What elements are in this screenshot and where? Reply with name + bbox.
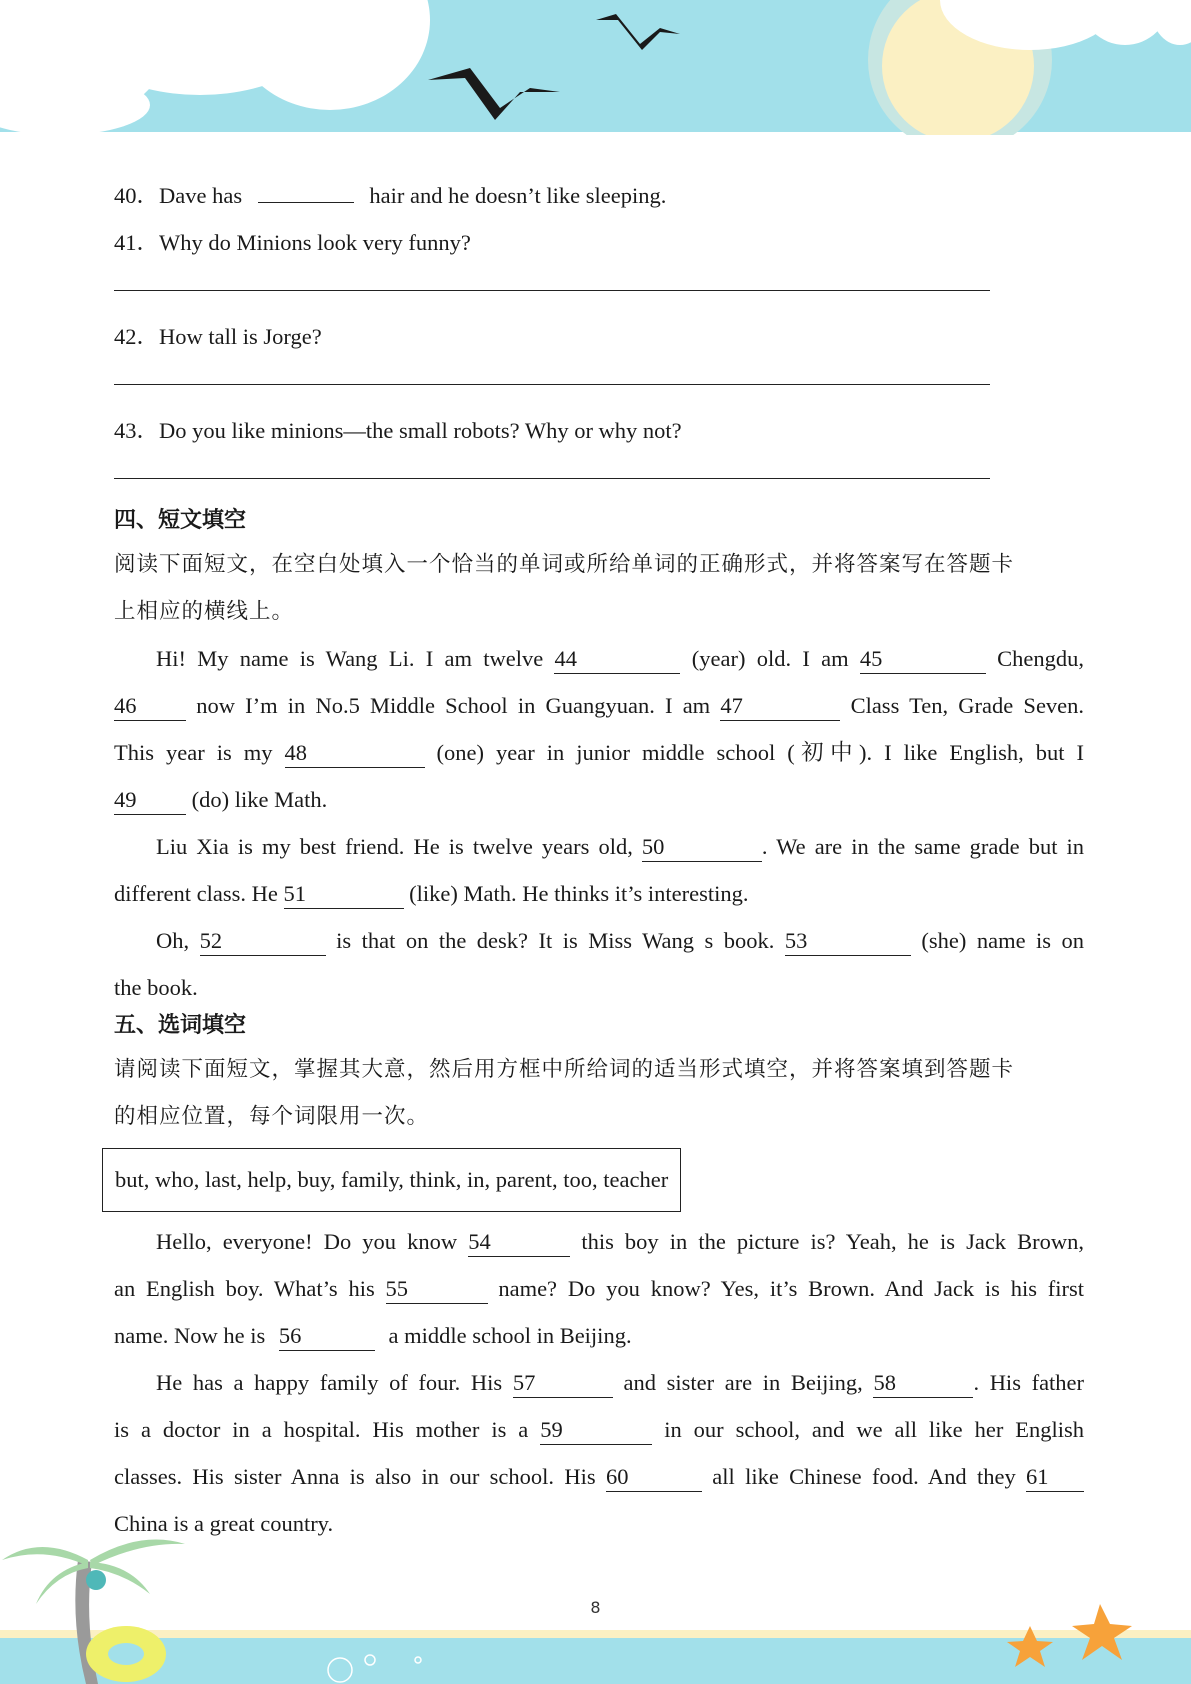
blank-51[interactable]: 51 [284,880,404,909]
blank-59[interactable]: 59 [540,1416,652,1445]
blank-57[interactable]: 57 [513,1369,613,1398]
passage-5-line-2: an English boy. What’s his 55 name? Do you know? Yes, it’s Brown. And Jack is his first [114,1265,1084,1312]
question-41: 41．Why do Minions look very funny? [114,230,471,255]
question-42: 42．How tall is Jorge? [114,324,322,349]
blank-48[interactable]: 48 [285,739,425,768]
passage-4-line-2: 46 now I’m in No.5 Middle School in Guangyuan. I am 47 Class Ten, Grade Seven. [114,682,1084,729]
passage-5-line-3: name. Now he is 56 a middle school in Beijing. [114,1312,1084,1359]
question-40: 40．Dave has hair and he doesn’t like sleeping. [114,183,667,208]
swim-ring-icon [86,1626,166,1682]
section-4-heading: 四、短文填空 [114,508,247,533]
section-4-instruction-cont: 上相应的横线上。 [114,599,295,624]
passage-4-line-3: This year is my 48 (one) year in junior middle school (初中). I like English, but I [114,729,1084,776]
section-5-instruction: 请阅读下面短文，掌握其大意，然后用方框中所给词的适当形式填空，并将答案填到答题卡 [114,1057,1015,1082]
section-4-instruction: 阅读下面短文，在空白处填入一个恰当的单词或所给单词的正确形式，并将答案写在答题卡 [114,552,1015,577]
blank-54[interactable]: 54 [468,1228,570,1257]
blank-52[interactable]: 52 [200,927,326,956]
blank-53[interactable]: 53 [785,927,911,956]
blank-50[interactable]: 50 [642,833,762,862]
passage-5-line-5: is a doctor in a hospital. His mother is a 59 in our school, and we all like her English [114,1406,1084,1453]
blank-44[interactable]: 44 [554,645,680,674]
coconut-icon [86,1570,106,1590]
header-sky-illustration [0,0,1191,135]
word-box [114,1140,1084,1218]
passage-5-line-1: Hello, everyone! Do you know 54 this boy in the picture is? Yeah, he is Jack Brown, [114,1218,1084,1265]
worksheet-content [114,172,1084,1547]
answer-blank-40[interactable] [258,202,354,203]
blank-55[interactable]: 55 [386,1275,488,1304]
answer-line-41[interactable] [114,266,1084,313]
answer-line-43[interactable] [114,454,1084,501]
passage-5-line-7: China is a great country. [114,1511,334,1536]
blank-61[interactable]: 61 [1026,1463,1084,1492]
blank-56[interactable]: 56 [279,1322,375,1351]
passage-4-line-8: the book. [114,975,198,1000]
blank-49[interactable]: 49 [114,786,186,815]
blank-58[interactable]: 58 [873,1369,973,1398]
passage-4-line-5: Liu Xia is my best friend. He is twelve years old, 50 . We are in the same grade but in [114,823,1084,870]
passage-5-line-6: classes. His sister Anna is also in our school. His 60 all like Chinese food. And they 61 [114,1453,1084,1500]
passage-4-line-6: different class. He 51 (like) Math. He thinks it’s interesting. [114,870,1084,917]
word-box-text: but, who, last, help, buy, family, think, in, parent, too, teacher [102,1148,681,1212]
section-5-heading: 五、选词填空 [114,1013,247,1038]
answer-line-42[interactable] [114,360,1084,407]
blank-46[interactable]: 46 [114,692,186,721]
passage-4-line-4: 49 (do) like Math. [114,776,1084,823]
question-43: 43．Do you like minions—the small robots? Why or why not? [114,418,682,443]
passage-5-line-4: He has a happy family of four. His 57 and sister are in Beijing, 58 . His father [114,1359,1084,1406]
page-number: 8 [590,1598,601,1617]
footer-beach-illustration [0,1520,1191,1684]
blank-47[interactable]: 47 [720,692,840,721]
passage-4-line-1: Hi! My name is Wang Li. I am twelve 44 (year) old. I am 45 Chengdu, [114,635,1084,682]
section-5-instruction-cont: 的相应位置，每个词限用一次。 [114,1104,430,1129]
passage-4-line-7: Oh, 52 is that on the desk? It is Miss Wang s book. 53 (she) name is on [114,917,1084,964]
blank-60[interactable]: 60 [606,1463,702,1492]
blank-45[interactable]: 45 [860,645,986,674]
